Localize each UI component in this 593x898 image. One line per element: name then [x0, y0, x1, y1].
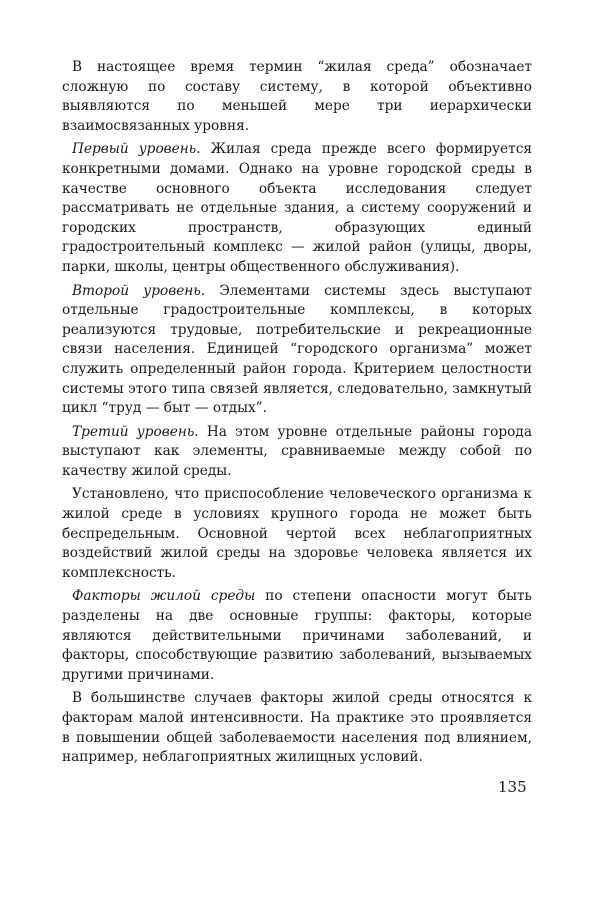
paragraph-text: Установлено, что приспособление человеческого организма к жилой среде в условиях крупного города не может быть беспредельным. Основной чертой всех неблагоприятных воздействий жилой среды на здоровье человека является их комплексность.: [62, 486, 532, 581]
paragraph-lead: Второй уровень.: [72, 282, 206, 299]
paragraph-lead: Факторы жилой среды: [72, 588, 256, 605]
paragraph: [62, 689, 532, 767]
paragraph: [62, 140, 532, 277]
paragraph-text: В настоящее время термин “жилая среда” обозначает сложную по составу систему, в которой объективно выявляются по меньшей мере три иерархически взаимосвязанных уровня.: [62, 59, 532, 134]
paragraph: [62, 423, 532, 482]
paragraph-text: по степени опасности могут быть разделены на две основные группы: факторы, которые являются действительными причинами заболеваний, и факторы, способствующие развитию заболеваний, вызываемых другими причинами.: [62, 588, 532, 683]
paragraph-text: В большинстве случаев факторы жилой среды относятся к факторам малой интенсивности. На практике это проявляется в повышении общей заболеваемости населения под влиянием, например, неблагоприятных жилищных условий.: [62, 690, 532, 766]
page-number: 135: [498, 778, 527, 796]
paragraph-lead: Первый уровень.: [72, 141, 201, 158]
paragraph-lead: Третий уровень.: [72, 423, 199, 440]
paragraph: [62, 58, 532, 136]
paragraph: [62, 485, 532, 583]
paragraph-text: Жилая среда прежде всего формируется конкретными домами. Однако на уровне городской среды в качестве основного объекта исследования следует рассматривать не отдельные здания, а систему сооружений и городских пространств, образующих единый градостроительный комплекс — жилой район (улицы, дворы, парки, школы, центры общественного обслуживания).: [62, 141, 532, 275]
paragraph: [62, 282, 532, 419]
page-body: [62, 58, 532, 772]
paragraph-text: Элементами системы здесь выступают отдельные градостроительные комплексы, в которых реализуются трудовые, потребительские и рекреационные связи населения. Единицей “городского организма” может служить определенный район города. Критерием целостности системы этого типа связей является, следовательно, замкнутый цикл “труд — быт — отдых”.: [62, 282, 532, 417]
paragraph-text: На этом уровне отдельные районы города выступают как элементы, сравниваемые между собой по качеству жилой среды.: [62, 423, 532, 479]
paragraph: [62, 587, 532, 685]
